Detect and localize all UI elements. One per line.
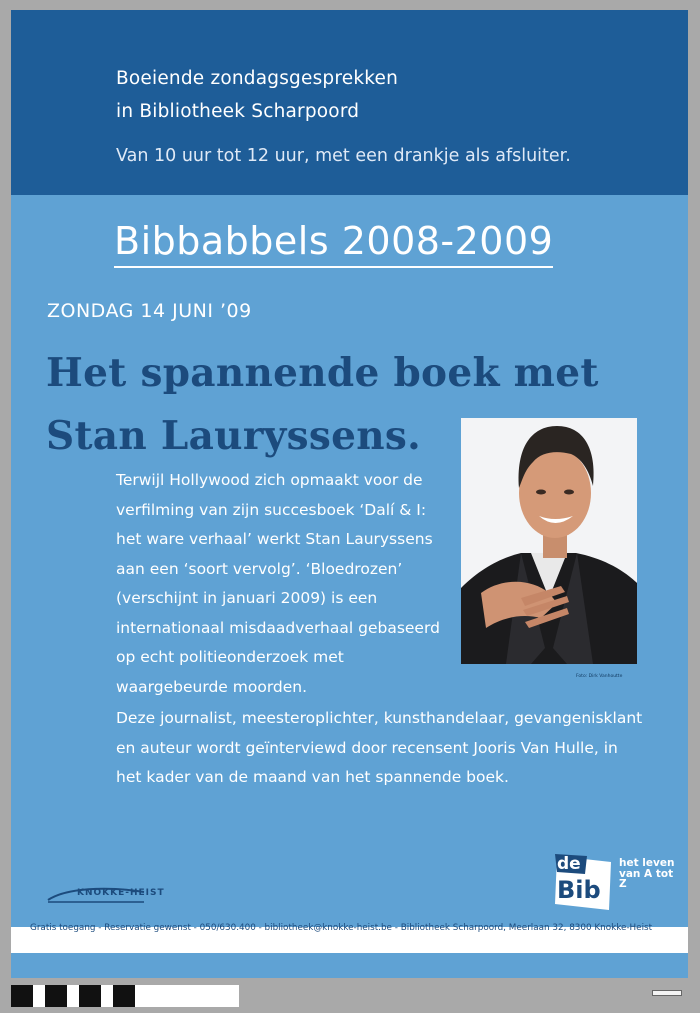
archive-tag [652,990,682,996]
bib-logo-slogan: het leven van A tot Z [619,857,675,890]
headline-line-2: Stan Lauryssens. [46,413,422,459]
municipality-name: KNOKKE-HEIST [77,888,165,898]
header-line-2: in Bibliotheek Scharpoord [116,101,360,122]
series-title: Bibbabbels 2008-2009 [114,218,553,268]
header-time: Van 10 uur tot 12 uur, met een drankje als afsluiter. [116,146,571,166]
body-paragraph-2: Deze journalist, meesteroplichter, kunsthandelaar, gevangenisklant en auteur wordt geïnterviewd door recensent Jooris Van Hulle, in het kader van de maand van het spannende boek. [116,709,643,786]
body-paragraph-1: Terwijl Hollywood zich opmaakt voor de verfilming van zijn succesboek ‘Dalí & I: het ware verhaal’ werkt Stan Lauryssens aan een ‘soort vervolg’. ‘Bloedrozen’ (verschijnt in januari 2009) is een internationaal misdaadverhaal gebaseerd op echt politieonderzoek met waargebeurde moorden. [116,471,440,696]
photo-credit: Foto: Dirk Vanhoutte [576,674,623,679]
footer-info: Gratis toegang - Reservatie gewenst - 050/630.400 - bibliotheek@knokke-heist.be - Bibliotheek Scharpoord, Meerlaan 32, 8300 Knokke-Heist [30,923,653,933]
bib-logo-de: de [557,854,581,874]
header-line-1: Boeiende zondagsgesprekken [116,68,399,89]
color-calibration-bar [11,985,239,1007]
author-photo [461,418,637,664]
event-date: ZONDAG 14 JUNI ’09 [47,300,252,322]
bib-logo-name: Bib [557,876,601,904]
headline-line-1: Het spannende boek met [46,350,599,396]
poster [11,10,688,978]
